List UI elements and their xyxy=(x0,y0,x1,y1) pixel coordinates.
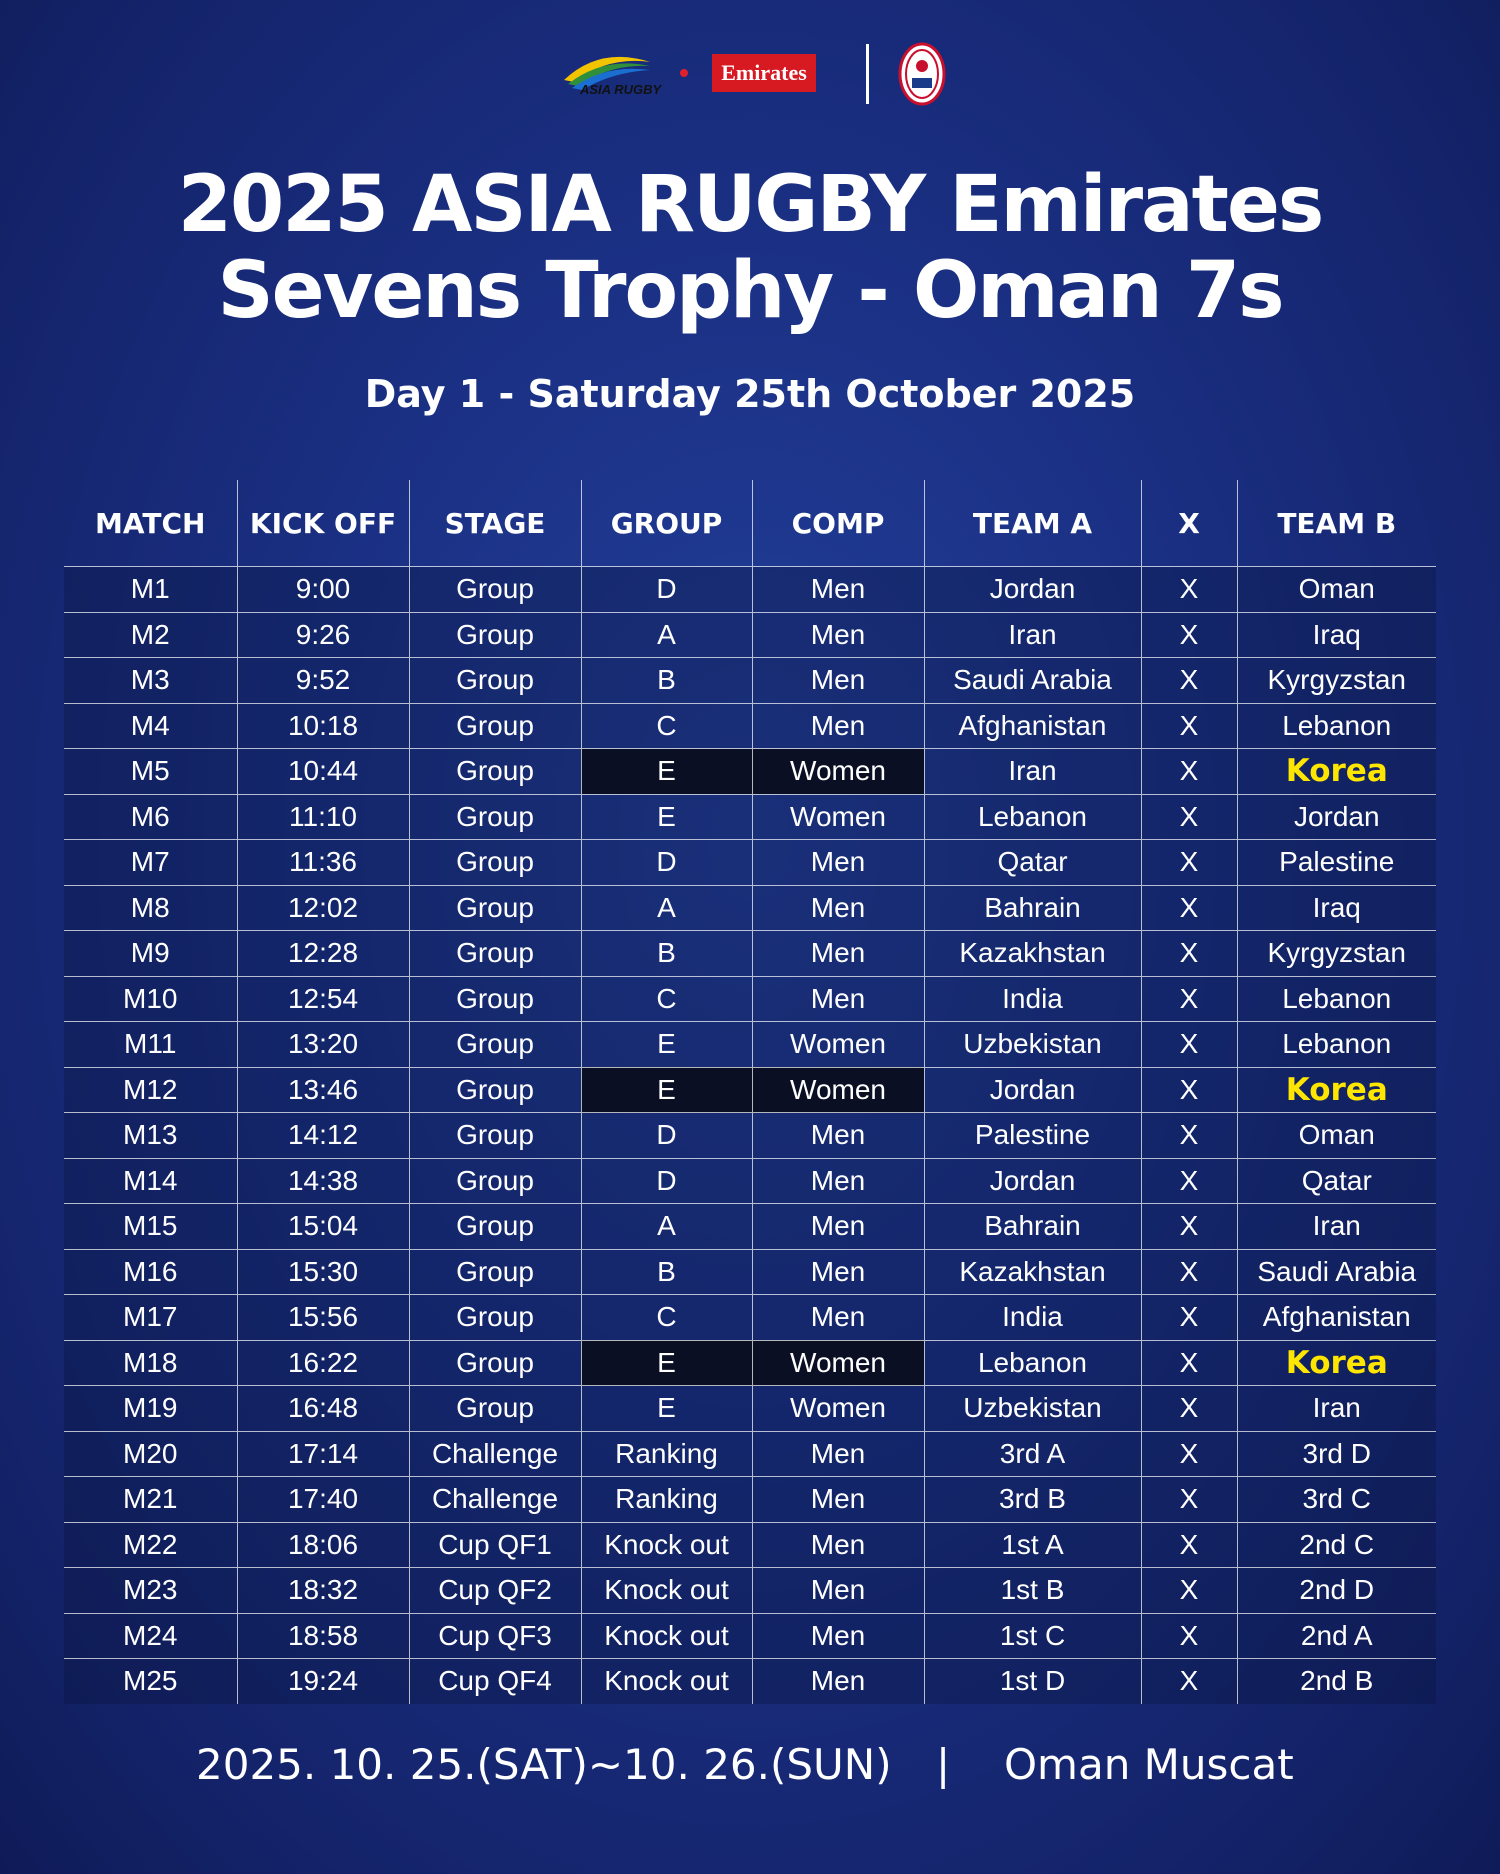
cell-team-b: 3rd C xyxy=(1237,1477,1436,1523)
cell-kick-off: 12:28 xyxy=(237,931,409,977)
cell-kick-off: 9:26 xyxy=(237,612,409,658)
cell-team-b: Korea xyxy=(1237,749,1436,795)
header-match: MATCH xyxy=(64,480,237,567)
cell-comp: Women xyxy=(752,1340,924,1386)
cell-team-b: Iran xyxy=(1237,1386,1436,1432)
table-row xyxy=(64,612,1436,658)
cell-group: E xyxy=(581,1067,752,1113)
cell-kick-off: 18:58 xyxy=(237,1613,409,1659)
cell-match: M25 xyxy=(64,1659,237,1704)
cell-match: M19 xyxy=(64,1386,237,1432)
table-row xyxy=(64,1477,1436,1523)
cell-group: B xyxy=(581,658,752,704)
cell-group: E xyxy=(581,1022,752,1068)
cell-team-a: Uzbekistan xyxy=(924,1022,1141,1068)
cell-stage: Challenge xyxy=(409,1477,581,1523)
cell-team-a: India xyxy=(924,1295,1141,1341)
emirates-logo: Emirates xyxy=(712,54,816,92)
cell-versus: X xyxy=(1141,794,1237,840)
table-row xyxy=(64,1249,1436,1295)
cell-team-a: Bahrain xyxy=(924,885,1141,931)
asia-rugby-logo-text: ASIA RUGBY xyxy=(580,82,662,97)
table-header-row xyxy=(64,480,1436,567)
cell-stage: Cup QF3 xyxy=(409,1613,581,1659)
cell-team-a: Jordan xyxy=(924,1158,1141,1204)
cell-stage: Group xyxy=(409,1340,581,1386)
cell-team-b: Korea xyxy=(1237,1067,1436,1113)
cell-group: E xyxy=(581,1386,752,1432)
cell-team-b: 2nd B xyxy=(1237,1659,1436,1704)
cell-team-a: Palestine xyxy=(924,1113,1141,1159)
cell-kick-off: 13:20 xyxy=(237,1022,409,1068)
cell-team-b: Palestine xyxy=(1237,840,1436,886)
cell-kick-off: 18:06 xyxy=(237,1522,409,1568)
cell-team-a: Saudi Arabia xyxy=(924,658,1141,704)
cell-group: B xyxy=(581,1249,752,1295)
cell-stage: Group xyxy=(409,1295,581,1341)
cell-stage: Group xyxy=(409,976,581,1022)
cell-kick-off: 10:18 xyxy=(237,703,409,749)
table-row xyxy=(64,1568,1436,1614)
cell-match: M23 xyxy=(64,1568,237,1614)
cell-match: M9 xyxy=(64,931,237,977)
cell-team-b: Iran xyxy=(1237,1204,1436,1250)
cell-group: Knock out xyxy=(581,1568,752,1614)
cell-stage: Group xyxy=(409,1067,581,1113)
cell-team-b: Iraq xyxy=(1237,612,1436,658)
table-row xyxy=(64,1295,1436,1341)
cell-group: D xyxy=(581,1113,752,1159)
table-row xyxy=(64,1659,1436,1704)
table-row xyxy=(64,931,1436,977)
cell-team-b: Saudi Arabia xyxy=(1237,1249,1436,1295)
cell-comp: Men xyxy=(752,1249,924,1295)
cell-team-a: Bahrain xyxy=(924,1204,1141,1250)
cell-match: M2 xyxy=(64,612,237,658)
table-row xyxy=(64,885,1436,931)
cell-versus: X xyxy=(1141,1022,1237,1068)
cell-kick-off: 16:22 xyxy=(237,1340,409,1386)
event-dates: 2025. 10. 25.(SAT)~10. 26.(SUN) xyxy=(196,1740,892,1789)
cell-team-b: Afghanistan xyxy=(1237,1295,1436,1341)
cell-team-b: Qatar xyxy=(1237,1158,1436,1204)
cell-match: M22 xyxy=(64,1522,237,1568)
cell-stage: Cup QF1 xyxy=(409,1522,581,1568)
cell-team-b: Lebanon xyxy=(1237,976,1436,1022)
page-subtitle: Day 1 - Saturday 25th October 2025 xyxy=(364,372,1136,416)
cell-team-b: Lebanon xyxy=(1237,1022,1436,1068)
cell-stage: Group xyxy=(409,749,581,795)
event-location: Oman Muscat xyxy=(1004,1740,1294,1789)
cell-kick-off: 15:56 xyxy=(237,1295,409,1341)
cell-versus: X xyxy=(1141,840,1237,886)
cell-match: M8 xyxy=(64,885,237,931)
page-title-line-2: Sevens Trophy - Oman 7s xyxy=(217,246,1283,336)
cell-match: M15 xyxy=(64,1204,237,1250)
cell-kick-off: 12:54 xyxy=(237,976,409,1022)
cell-comp: Men xyxy=(752,1158,924,1204)
cell-group: B xyxy=(581,931,752,977)
cell-comp: Men xyxy=(752,1522,924,1568)
cell-stage: Group xyxy=(409,794,581,840)
cell-match: M20 xyxy=(64,1431,237,1477)
cell-comp: Men xyxy=(752,1113,924,1159)
cell-group: Ranking xyxy=(581,1431,752,1477)
cell-group: Ranking xyxy=(581,1477,752,1523)
cell-comp: Men xyxy=(752,976,924,1022)
cell-comp: Men xyxy=(752,1568,924,1614)
cell-group: C xyxy=(581,703,752,749)
cell-match: M13 xyxy=(64,1113,237,1159)
table-row xyxy=(64,976,1436,1022)
cell-team-a: 1st C xyxy=(924,1613,1141,1659)
header-stage: STAGE xyxy=(409,480,581,567)
cell-team-a: Afghanistan xyxy=(924,703,1141,749)
cell-team-b: 2nd C xyxy=(1237,1522,1436,1568)
cell-kick-off: 15:04 xyxy=(237,1204,409,1250)
table-row xyxy=(64,1158,1436,1204)
cell-versus: X xyxy=(1141,567,1237,613)
table-row xyxy=(64,1386,1436,1432)
cell-group: D xyxy=(581,567,752,613)
cell-group: Knock out xyxy=(581,1522,752,1568)
cell-versus: X xyxy=(1141,1659,1237,1704)
cell-stage: Group xyxy=(409,1158,581,1204)
page-title-line-1: 2025 ASIA RUGBY Emirates xyxy=(177,160,1323,250)
cell-versus: X xyxy=(1141,1295,1237,1341)
cell-kick-off: 9:00 xyxy=(237,567,409,613)
cell-comp: Women xyxy=(752,794,924,840)
cell-group: Knock out xyxy=(581,1659,752,1704)
cell-match: M12 xyxy=(64,1067,237,1113)
cell-team-a: 3rd B xyxy=(924,1477,1141,1523)
table-row xyxy=(64,1613,1436,1659)
cell-versus: X xyxy=(1141,1158,1237,1204)
cell-versus: X xyxy=(1141,612,1237,658)
cell-match: M17 xyxy=(64,1295,237,1341)
cell-versus: X xyxy=(1141,703,1237,749)
cell-versus: X xyxy=(1141,931,1237,977)
cell-versus: X xyxy=(1141,1249,1237,1295)
cell-match: M16 xyxy=(64,1249,237,1295)
cell-group: E xyxy=(581,794,752,840)
footer-separator: | xyxy=(936,1740,951,1789)
cell-versus: X xyxy=(1141,885,1237,931)
table-row xyxy=(64,1431,1436,1477)
cell-stage: Group xyxy=(409,703,581,749)
cell-match: M18 xyxy=(64,1340,237,1386)
cell-stage: Group xyxy=(409,931,581,977)
cell-kick-off: 11:10 xyxy=(237,794,409,840)
cell-team-b: Korea xyxy=(1237,1340,1436,1386)
cell-team-b: Oman xyxy=(1237,1113,1436,1159)
table-row xyxy=(64,1340,1436,1386)
cell-comp: Men xyxy=(752,1477,924,1523)
cell-team-a: Iran xyxy=(924,612,1141,658)
cell-match: M4 xyxy=(64,703,237,749)
cell-kick-off: 12:02 xyxy=(237,885,409,931)
cell-kick-off: 14:38 xyxy=(237,1158,409,1204)
cell-group: C xyxy=(581,1295,752,1341)
cell-match: M3 xyxy=(64,658,237,704)
schedule-table xyxy=(64,480,1436,1704)
cell-versus: X xyxy=(1141,1522,1237,1568)
cell-match: M6 xyxy=(64,794,237,840)
cell-group: D xyxy=(581,1158,752,1204)
cell-team-b: Kyrgyzstan xyxy=(1237,931,1436,977)
cell-kick-off: 11:36 xyxy=(237,840,409,886)
cell-team-b: Jordan xyxy=(1237,794,1436,840)
cell-comp: Men xyxy=(752,1659,924,1704)
cell-versus: X xyxy=(1141,1113,1237,1159)
cell-comp: Men xyxy=(752,658,924,704)
cell-team-a: Iran xyxy=(924,749,1141,795)
header-team-a: TEAM A xyxy=(924,480,1141,567)
oman-rugby-crest-icon xyxy=(898,42,946,106)
cell-stage: Cup QF2 xyxy=(409,1568,581,1614)
cell-group: A xyxy=(581,612,752,658)
cell-comp: Men xyxy=(752,703,924,749)
cell-comp: Women xyxy=(752,1067,924,1113)
cell-versus: X xyxy=(1141,1613,1237,1659)
cell-comp: Men xyxy=(752,931,924,977)
cell-team-a: 1st A xyxy=(924,1522,1141,1568)
cell-team-b: Oman xyxy=(1237,567,1436,613)
cell-kick-off: 9:52 xyxy=(237,658,409,704)
table-row xyxy=(64,658,1436,704)
cell-versus: X xyxy=(1141,1431,1237,1477)
cell-team-a: Kazakhstan xyxy=(924,1249,1141,1295)
cell-group: D xyxy=(581,840,752,886)
cell-comp: Men xyxy=(752,885,924,931)
cell-versus: X xyxy=(1141,1067,1237,1113)
cell-team-a: Kazakhstan xyxy=(924,931,1141,977)
cell-match: M14 xyxy=(64,1158,237,1204)
cell-team-a: 1st D xyxy=(924,1659,1141,1704)
table-row xyxy=(64,1204,1436,1250)
cell-match: M1 xyxy=(64,567,237,613)
cell-versus: X xyxy=(1141,1477,1237,1523)
header-kick-off: KICK OFF xyxy=(237,480,409,567)
cell-kick-off: 16:48 xyxy=(237,1386,409,1432)
table-row xyxy=(64,840,1436,886)
cell-team-a: Jordan xyxy=(924,1067,1141,1113)
cell-stage: Challenge xyxy=(409,1431,581,1477)
cell-group: E xyxy=(581,749,752,795)
cell-comp: Women xyxy=(752,1022,924,1068)
cell-comp: Men xyxy=(752,1295,924,1341)
cell-comp: Men xyxy=(752,1431,924,1477)
cell-kick-off: 14:12 xyxy=(237,1113,409,1159)
sponsor-logos xyxy=(0,42,1500,112)
cell-comp: Men xyxy=(752,567,924,613)
cell-match: M7 xyxy=(64,840,237,886)
cell-kick-off: 15:30 xyxy=(237,1249,409,1295)
header-comp: COMP xyxy=(752,480,924,567)
cell-comp: Men xyxy=(752,1204,924,1250)
header-group: GROUP xyxy=(581,480,752,567)
cell-match: M21 xyxy=(64,1477,237,1523)
cell-versus: X xyxy=(1141,976,1237,1022)
cell-stage: Cup QF4 xyxy=(409,1659,581,1704)
cell-team-b: 2nd D xyxy=(1237,1568,1436,1614)
cell-kick-off: 13:46 xyxy=(237,1067,409,1113)
cell-comp: Women xyxy=(752,1386,924,1432)
cell-comp: Women xyxy=(752,749,924,795)
table-row xyxy=(64,1022,1436,1068)
cell-match: M10 xyxy=(64,976,237,1022)
cell-match: M24 xyxy=(64,1613,237,1659)
cell-versus: X xyxy=(1141,658,1237,704)
cell-stage: Group xyxy=(409,1113,581,1159)
cell-team-a: Jordan xyxy=(924,567,1141,613)
cell-kick-off: 17:14 xyxy=(237,1431,409,1477)
cell-versus: X xyxy=(1141,1568,1237,1614)
header-team-b: TEAM B xyxy=(1237,480,1436,567)
logo-divider xyxy=(866,44,869,104)
cell-team-a: Lebanon xyxy=(924,1340,1141,1386)
cell-kick-off: 19:24 xyxy=(237,1659,409,1704)
cell-versus: X xyxy=(1141,1340,1237,1386)
cell-kick-off: 17:40 xyxy=(237,1477,409,1523)
cell-comp: Men xyxy=(752,1613,924,1659)
cell-team-b: Iraq xyxy=(1237,885,1436,931)
cell-stage: Group xyxy=(409,612,581,658)
cell-comp: Men xyxy=(752,612,924,658)
cell-team-b: Lebanon xyxy=(1237,703,1436,749)
cell-team-b: Kyrgyzstan xyxy=(1237,658,1436,704)
cell-versus: X xyxy=(1141,1204,1237,1250)
cell-team-a: Uzbekistan xyxy=(924,1386,1141,1432)
cell-match: M5 xyxy=(64,749,237,795)
cell-team-a: Lebanon xyxy=(924,794,1141,840)
cell-stage: Group xyxy=(409,1022,581,1068)
cell-team-a: India xyxy=(924,976,1141,1022)
cell-stage: Group xyxy=(409,567,581,613)
cell-group: C xyxy=(581,976,752,1022)
cell-stage: Group xyxy=(409,1249,581,1295)
table-row xyxy=(64,1522,1436,1568)
table-row xyxy=(64,703,1436,749)
table-row xyxy=(64,567,1436,613)
cell-group: Knock out xyxy=(581,1613,752,1659)
cell-group: E xyxy=(581,1340,752,1386)
cell-kick-off: 10:44 xyxy=(237,749,409,795)
cell-group: A xyxy=(581,885,752,931)
cell-team-a: 3rd A xyxy=(924,1431,1141,1477)
cell-team-a: 1st B xyxy=(924,1568,1141,1614)
cell-stage: Group xyxy=(409,885,581,931)
table-row xyxy=(64,749,1436,795)
cell-stage: Group xyxy=(409,1204,581,1250)
table-row xyxy=(64,1067,1436,1113)
cell-comp: Men xyxy=(752,840,924,886)
cell-kick-off: 18:32 xyxy=(237,1568,409,1614)
cell-team-a: Qatar xyxy=(924,840,1141,886)
cell-versus: X xyxy=(1141,1386,1237,1432)
cell-versus: X xyxy=(1141,749,1237,795)
cell-team-b: 2nd A xyxy=(1237,1613,1436,1659)
cell-match: M11 xyxy=(64,1022,237,1068)
table-row xyxy=(64,794,1436,840)
cell-stage: Group xyxy=(409,840,581,886)
cell-stage: Group xyxy=(409,1386,581,1432)
table-row xyxy=(64,1113,1436,1159)
separator-dot xyxy=(680,69,688,77)
cell-group: A xyxy=(581,1204,752,1250)
cell-stage: Group xyxy=(409,658,581,704)
cell-team-b: 3rd D xyxy=(1237,1431,1436,1477)
header-versus: X xyxy=(1141,480,1237,567)
asia-rugby-logo xyxy=(560,50,662,100)
